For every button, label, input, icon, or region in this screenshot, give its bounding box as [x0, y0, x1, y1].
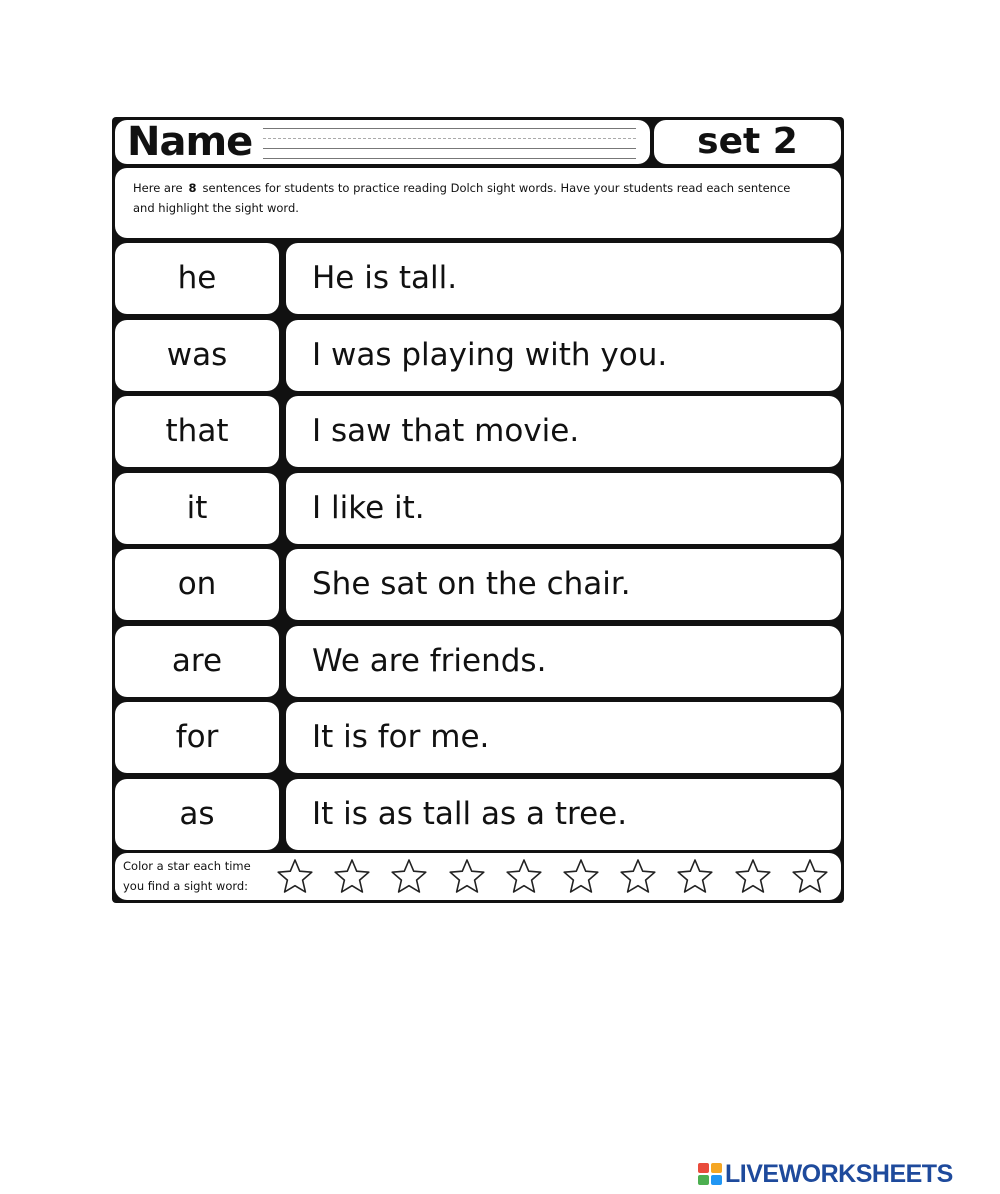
footer-brand — [697, 1160, 953, 1188]
instructions-count: 8 — [188, 181, 197, 195]
sentence-text[interactable]: I saw that movie. — [312, 413, 580, 449]
sentence-cell — [286, 473, 841, 544]
star-outline-icon[interactable] — [275, 857, 315, 897]
sight-word-cell — [115, 626, 279, 697]
star-outline-icon[interactable] — [389, 857, 429, 897]
sentence-cell — [286, 702, 841, 773]
sentence-cell — [286, 320, 841, 391]
set-box — [654, 120, 841, 164]
sight-word: that — [165, 413, 229, 449]
star-outline-icon[interactable] — [790, 857, 830, 897]
instructions-text — [133, 178, 801, 218]
sentence-cell — [286, 779, 841, 850]
sentence-text[interactable]: He is tall. — [312, 260, 458, 296]
brand-name[interactable]: LIVEWORKSHEETS — [725, 1159, 953, 1188]
star-instructions — [123, 856, 273, 896]
set-label: set 2 — [697, 121, 798, 162]
star-outline-icon[interactable] — [332, 857, 372, 897]
sight-word-cell — [115, 320, 279, 391]
sight-word-cell — [115, 396, 279, 467]
name-writing-lines[interactable] — [263, 128, 636, 158]
sight-word: he — [177, 260, 217, 296]
star-outline-icon[interactable] — [618, 857, 658, 897]
instructions-box — [115, 168, 841, 238]
name-field-box — [115, 120, 650, 164]
sight-word-cell — [115, 243, 279, 314]
star-outline-icon[interactable] — [675, 857, 715, 897]
sight-word-cell — [115, 549, 279, 620]
star-outline-icon[interactable] — [561, 857, 601, 897]
sight-word-cell — [115, 473, 279, 544]
sentence-cell — [286, 549, 841, 620]
sentence-text[interactable]: We are friends. — [312, 643, 547, 679]
sight-word: on — [177, 566, 217, 602]
sight-word-cell — [115, 702, 279, 773]
name-label: Name — [127, 119, 253, 165]
sentence-text[interactable]: I like it. — [312, 490, 425, 526]
instructions-suffix: sentences for students to practice reading Dolch sight words. Have your students read each sentence and highlight the sight word. — [133, 181, 791, 215]
sight-word: are — [171, 643, 223, 679]
sentence-text[interactable]: It is as tall as a tree. — [312, 796, 628, 832]
sight-word-cell — [115, 779, 279, 850]
sentence-cell — [286, 626, 841, 697]
instructions-prefix: Here are — [133, 181, 183, 195]
worksheet — [112, 117, 844, 903]
star-label-line1: Color a star each time — [123, 859, 251, 873]
star-tracker — [115, 853, 841, 900]
star-outline-icon[interactable] — [447, 857, 487, 897]
sentence-text[interactable]: It is for me. — [312, 719, 490, 755]
sight-word: as — [179, 796, 215, 832]
sentence-text[interactable]: She sat on the chair. — [312, 566, 631, 602]
sight-word: for — [175, 719, 219, 755]
sight-word: it — [186, 490, 208, 526]
sight-word: was — [166, 337, 228, 373]
star-outline-icon[interactable] — [733, 857, 773, 897]
liveworksheets-logo-icon — [697, 1162, 723, 1186]
sentence-cell — [286, 243, 841, 314]
star-label-line2: you find a sight word: — [123, 879, 249, 893]
sentence-cell — [286, 396, 841, 467]
star-outline-icon[interactable] — [504, 857, 544, 897]
sentence-text[interactable]: I was playing with you. — [312, 337, 668, 373]
